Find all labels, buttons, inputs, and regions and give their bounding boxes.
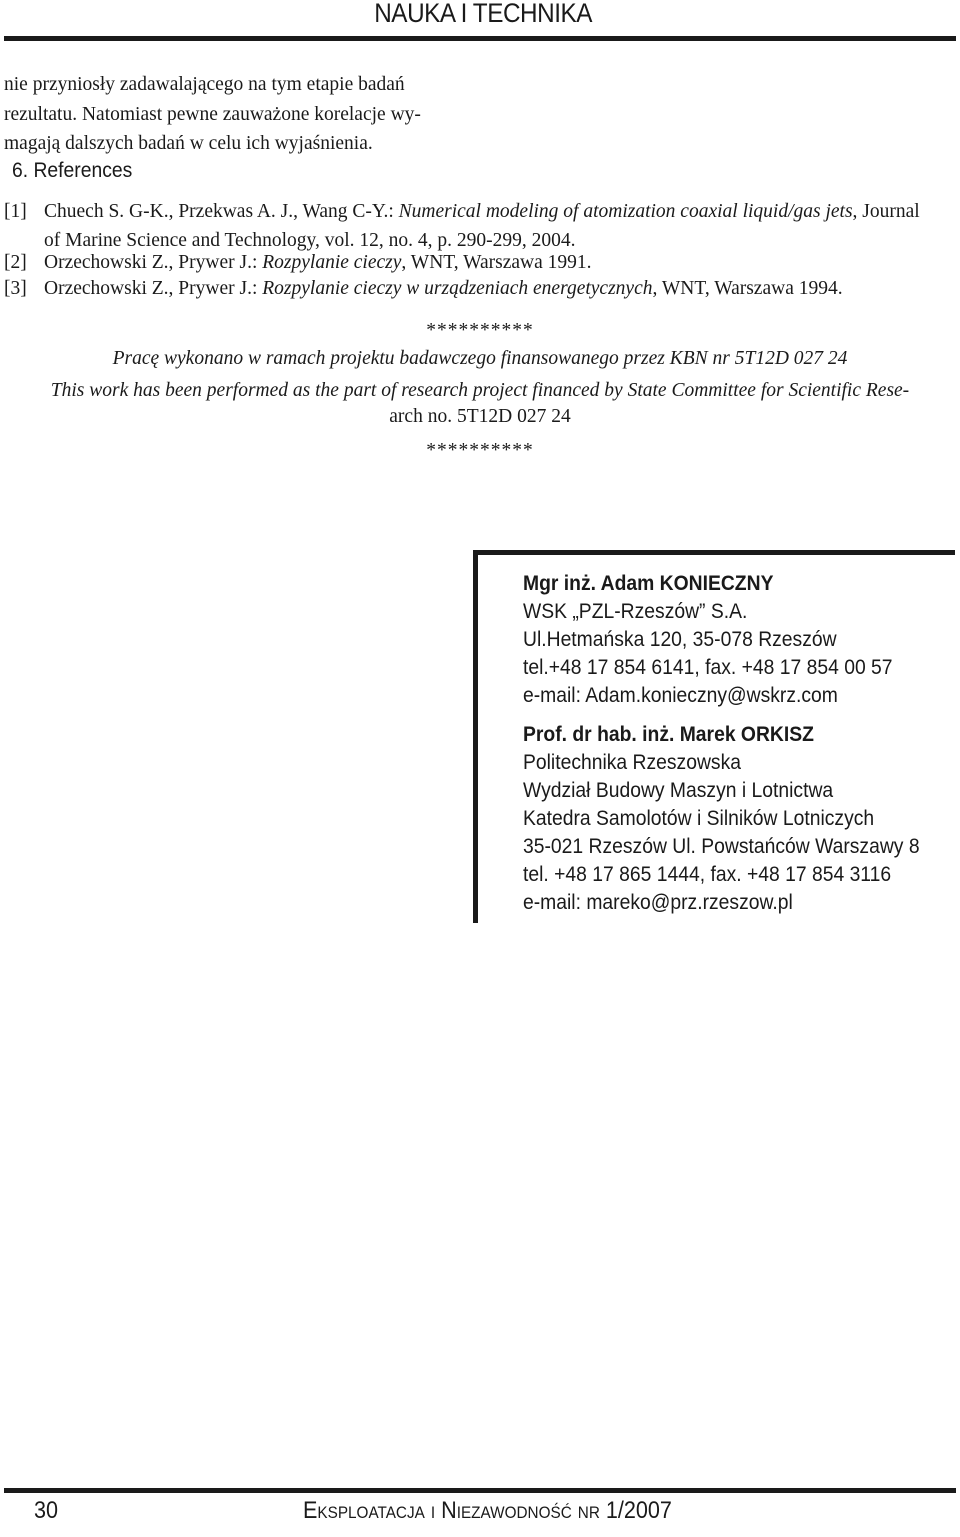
intro-line: rezultatu. Natomiast pewne zauważone korelacje wy- [4, 103, 421, 125]
acknowledgement-polish: Pracę wykonano w ramach projektu badawczego finansowanego przez KBN nr 5T12D 027 24 [112, 348, 848, 369]
intro-line: nie przyniosły zadawalającego na tym etapie badań [4, 74, 405, 95]
reference-title: Rozpylanie cieczy w urządzeniach energetycznych [262, 278, 653, 299]
separator-stars: ********** [426, 440, 534, 461]
author-phone: tel. +48 17 865 1444, fax. +48 17 854 3116 [523, 863, 892, 886]
reference-details: , WNT, Warszawa 1991. [401, 252, 592, 273]
author-department: Wydział Budowy Maszyn i Lotnictwa [523, 779, 834, 802]
reference-details: , WNT, Warszawa 1994. [652, 278, 843, 299]
author-name: Prof. dr hab. inż. Marek ORKISZ [523, 723, 814, 746]
author-affiliation: Politechnika Rzeszowska [523, 751, 741, 774]
acknowledgement-english-cont: arch no. 5T12D 027 24 [389, 406, 571, 427]
header-rule [4, 36, 956, 41]
author-chair: Katedra Samolotów i Silników Lotniczych [523, 807, 875, 830]
reference-number: [3] [4, 278, 27, 299]
footer-rule [4, 1488, 956, 1493]
reference-authors: Chuech S. G-K., Przekwas A. J., Wang C-Y.: [44, 201, 399, 222]
author-email: e-mail: Adam.konieczny@wskrz.com [523, 684, 838, 707]
reference-item [4, 248, 592, 277]
reference-number: [2] [4, 252, 27, 273]
references-heading: 6. References [12, 159, 133, 182]
reference-title: Numerical modeling of atomization coaxial liquid/gas jets [398, 201, 853, 222]
author-affiliation: WSK „PZL-Rzeszów” S.A. [523, 600, 748, 623]
author-address: Ul.Hetmańska 120, 35-078 Rzeszów [523, 628, 837, 651]
author-phone: tel.+48 17 854 6141, fax. +48 17 854 00 57 [523, 656, 893, 679]
author-email: e-mail: mareko@prz.rzeszow.pl [523, 891, 793, 914]
reference-details: , Journal [852, 201, 920, 222]
journal-title: EKSPLOATACJA I NIEZAWODNOŚĆ NR 1/2007 [303, 1497, 672, 1524]
reference-number: [1] [4, 201, 27, 222]
page-number: 30 [34, 1497, 59, 1524]
reference-item [4, 274, 843, 303]
reference-title: Rozpylanie cieczy [262, 252, 402, 273]
section-title: NAUKA I TECHNIKA [374, 0, 592, 28]
acknowledgement-english: This work has been performed as the part of research project financed by State Committee for Scientific Rese- [50, 380, 910, 401]
author-address: 35-021 Rzeszów Ul. Powstańców Warszawy 8 [523, 835, 920, 858]
intro-paragraph [4, 70, 474, 159]
author-name: Mgr inż. Adam KONIECZNY [523, 572, 774, 595]
reference-item [4, 197, 920, 226]
intro-line: magają dalszych badań w celu ich wyjaśnienia. [4, 133, 373, 154]
reference-authors: Orzechowski Z., Prywer J.: [44, 252, 263, 273]
reference-authors: Orzechowski Z., Prywer J.: [44, 278, 263, 299]
reference-continuation: of Marine Science and Technology, vol. 12, no. 4, p. 290-299, 2004. [44, 230, 576, 251]
separator-stars: ********** [426, 320, 534, 341]
